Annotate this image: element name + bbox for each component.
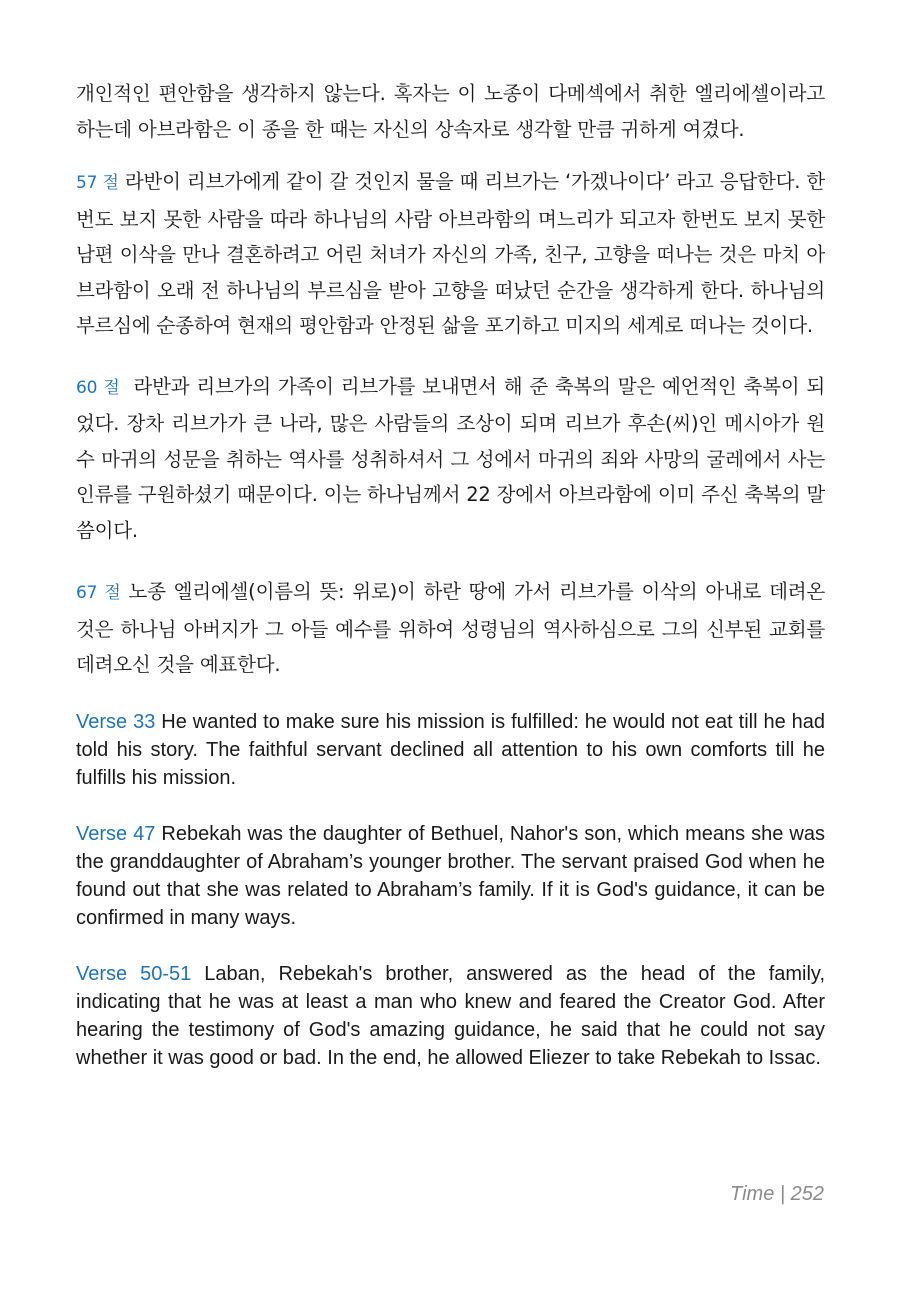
verse-label: 60 절 xyxy=(76,377,120,398)
paragraph-text: He wanted to make sure his mission is fulfilled: he would not eat till he had told his story. The faithful servant declined all attention to his own comforts till he fulfills his mission. xyxy=(76,710,826,789)
paragraph-verse-50-51 xyxy=(76,960,825,1072)
paragraph-text: 개인적인 편안함을 생각하지 않는다. 혹자는 이 노종이 다메섹에서 취한 엘리에셀이라고 하는데 아브라함은 이 종을 한 때는 자신의 상속자로 생각할 만큼 귀하게 여겼다. xyxy=(76,82,825,141)
paragraph-text: Laban, Rebekah's brother, answered as the head of the family, indicating that he was at least a man who knew and feared the Creator God. After hearing the testimony of God's amazing guidance, he said that he could not say whether it was good or bad. In the end, he allowed Eliezer to take Rebekah to Issac. xyxy=(76,962,825,1069)
verse-label: Verse 33 xyxy=(76,710,156,733)
paragraph-verse-60 xyxy=(76,369,825,549)
paragraph-text: 라반이 리브가에게 같이 갈 것인지 물을 때 리브가는 ‘가겠나이다’ 라고 응답한다. 한번도 보지 못한 사람을 따라 하나님의 사람 아브라함의 며느리가 되고자 한번도 보지 못한 남편 이삭을 만나 결혼하려고 어린 처녀가 자신의 가족, 친구, 고향을 떠나는 것은 마치 아브라함이 오래 전 하나님의 부르심을 받아 고향을 떠났던 순간을 생각하게 한다. 하나님의 부르심에 순종하여 현재의 평안함과 안정된 삶을 포기하고 미지의 세계로 떠나는 것이다. xyxy=(76,170,825,337)
page-body xyxy=(76,76,825,1072)
paragraph-verse-67 xyxy=(76,574,825,683)
verse-label: 67 절 xyxy=(76,583,121,603)
paragraph-continuation xyxy=(76,76,825,147)
paragraph-verse-57 xyxy=(76,164,825,344)
verse-label: Verse 47 xyxy=(76,822,156,845)
verse-label: Verse 50-51 xyxy=(76,962,192,985)
paragraph-verse-47 xyxy=(76,820,825,932)
page-footer: Time | 252 xyxy=(730,1183,824,1205)
verse-label: 57 절 xyxy=(76,173,119,193)
paragraph-text: 노종 엘리에셀(이름의 뜻: 위로)이 하란 땅에 가서 리브가를 이삭의 아내로 데려온 것은 하나님 아버지가 그 아들 예수를 위하여 성령님의 역사하심으로 그의 신부된 교회를 데려오신 것을 예표한다. xyxy=(76,580,825,676)
paragraph-verse-33 xyxy=(76,708,825,792)
paragraph-text: Rebekah was the daughter of Bethuel, Nahor's son, which means she was the granddaughter of Abraham’s younger brother. The servant praised God when he found out that she was related to Abraham’s family. If it is God's guidance, it can be confirmed in many ways. xyxy=(76,822,825,929)
paragraph-text: 라반과 리브가의 가족이 리브가를 보내면서 해 준 축복의 말은 예언적인 축복이 되었다. 장차 리브가가 큰 나라, 많은 사람들의 조상이 되며 리브가 후손(씨)인 메시아가 원수 마귀의 성문을 취하는 역사를 성취하셔서 그 성에서 마귀의 죄와 사망의 굴레에서 사는 인류를 구원하셨기 때문이다. 이는 하나님께서 22 장에서 아브라함에 이미 주신 축복의 말씀이다. xyxy=(76,374,825,542)
